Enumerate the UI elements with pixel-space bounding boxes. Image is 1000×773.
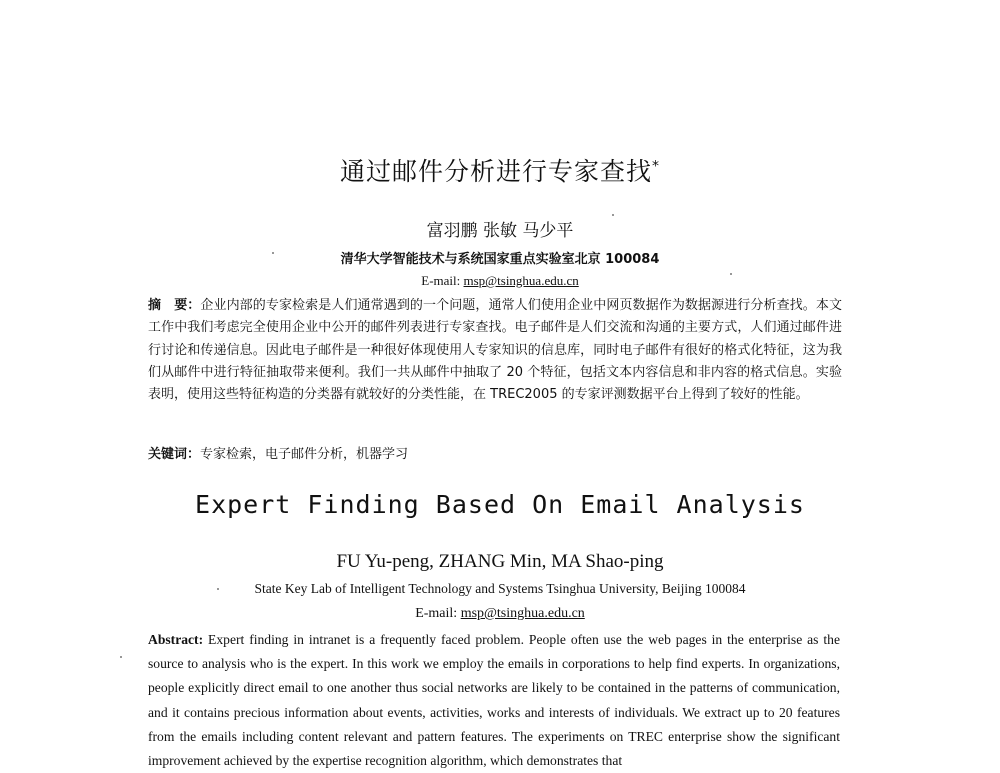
email-label: E-mail: — [421, 273, 464, 288]
chinese-authors: 富羽鹏 张敏 马少平 — [426, 221, 574, 241]
abstract-label: 摘 要： — [148, 298, 201, 313]
chinese-title — [0, 152, 1000, 188]
abstract-text: Expert finding in intranet is a frequently faced problem. People often use the web pages in the enterprise as the source to analysis who is the expert. In this work we employ the emails in corporations to help find experts. In organizations, people explicitly direct email to one another thus social networks are likely to be contained in the patterns of communication, and it contains precious information about events, activities, works and interests of individuals. We extract up to 20 features from the emails including content relevant and pattern features. The experiments on TREC enterprise show the significant improvement achieved by the expertise recognition algorithm, which demonstrates that — [148, 632, 840, 769]
chinese-abstract — [148, 295, 842, 406]
keywords-text: 专家检索，电子邮件分析，机器学习 — [200, 447, 409, 462]
abstract-text: 企业内部的专家检索是人们通常遇到的一个问题，通常人们使用企业中网页数据作为数据源进行分析查找。本文工作中我们考虑完全使用企业中公开的邮件列表进行专家查找。电子邮件是人们交流和沟通的主要方式，人们通过邮件进行讨论和传递信息。因此电子邮件是一种很好体现使用人专家知识的信息库，同时电子邮件有很好的格式化特征，这为我们从邮件中进行特征抽取带来便利。我们一共从邮件中抽取了 20 个特征，包括文本内容信息和非内容的格式信息。实验表明，使用这些特征构造的分类器有就较好的分类性能，在 TREC2005 的专家评测数据平台上得到了较好的性能。 — [148, 298, 842, 403]
scan-speck — [217, 588, 219, 590]
scan-speck — [612, 214, 614, 216]
keywords-label: 关键词： — [148, 447, 201, 462]
english-authors: FU Yu-peng, ZHANG Min, MA Shao-ping — [336, 551, 664, 572]
chinese-keywords — [148, 443, 842, 462]
chinese-email-line — [0, 273, 1000, 289]
chinese-affiliation: 清华大学智能技术与系统国家重点实验室北京 100084 — [340, 252, 660, 267]
scan-speck — [120, 656, 122, 658]
abstract-label: Abstract: — [148, 632, 204, 647]
english-affiliation: State Key Lab of Intelligent Technology and Systems Tsinghua University, Beijing 100084 — [254, 581, 746, 596]
title-footnote-mark: * — [652, 158, 660, 175]
chinese-title-text: 通过邮件分析进行专家查找 — [339, 157, 652, 186]
english-abstract — [148, 628, 840, 773]
scan-speck — [272, 252, 274, 254]
email-link[interactable]: msp@tsinghua.edu.cn — [460, 606, 585, 621]
scan-speck — [730, 273, 732, 275]
email-label: E-mail: — [415, 606, 461, 621]
english-email-line — [0, 606, 1000, 622]
email-link[interactable]: msp@tsinghua.edu.cn — [463, 273, 579, 288]
english-title: Expert Finding Based On Email Analysis — [195, 490, 805, 519]
